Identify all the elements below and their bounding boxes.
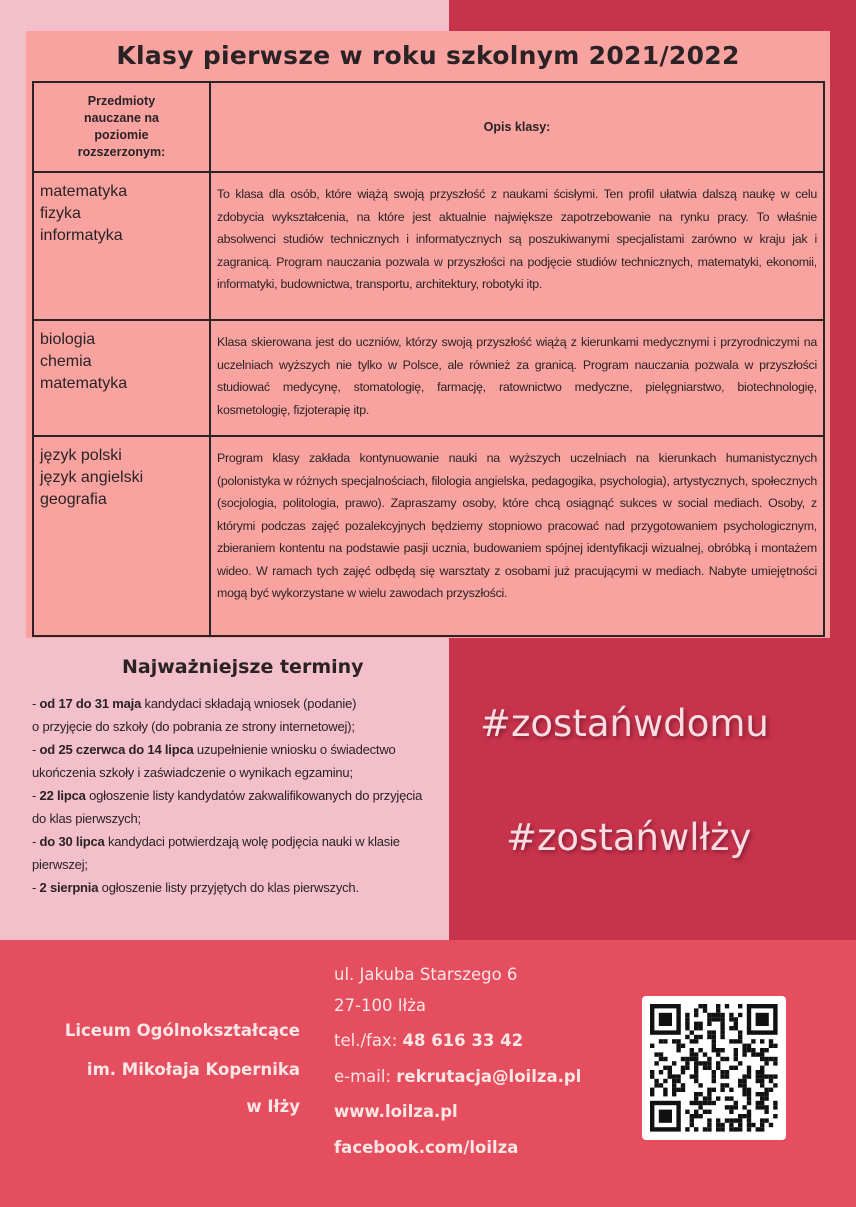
subjects-cell <box>33 320 210 436</box>
term-line: - od 17 do 31 maja kandydaci składają wniosek (podanie) <box>32 696 357 711</box>
table-header-row <box>33 82 824 172</box>
qr-code-icon[interactable] <box>642 996 786 1140</box>
subject: język angielski <box>40 469 144 486</box>
description-cell: To klasa dla osób, które wiążą swoją przyszłość z naukami ścisłymi. Ten profil ułatwia dalszą naukę w celu zdobycia wykształcenia, na które jest aktualnie największe zapotrzebowanie na rynku pracy. To właśnie absolwenci studiów technicznych i informatycznych są poszukiwanymi specjalistami zarówno w kraju jak i zagranicą. Program nauczania pozwala w przyszłości na podjęcie studiów technicznych, matematyki, ekonomii, informatyki, budownictwa, transportu, architektury, robotyki itp. <box>210 172 824 320</box>
subjects-column-header: Przedmioty nauczane na poziomie rozszerzonym: <box>33 82 210 172</box>
term-line: o przyjęcie do szkoły (do pobrania ze strony internetowej); <box>32 719 355 734</box>
subjects-cell <box>33 436 210 636</box>
classes-panel <box>26 31 830 638</box>
facebook-link[interactable]: facebook.com/loilza <box>334 1138 519 1157</box>
table-row <box>33 320 824 436</box>
term-line: - od 25 czerwca do 14 lipca uzupełnienie wniosku o świadectwo <box>32 742 396 757</box>
terms-title: Najważniejsze terminy <box>122 656 364 678</box>
classes-table <box>32 81 825 637</box>
subject: chemia <box>40 353 92 370</box>
subject: informatyka <box>40 227 123 244</box>
email-line: e-mail: rekrutacja@loilza.pl <box>334 1067 582 1086</box>
term-line: - 2 sierpnia ogłoszenie listy przyjętych do klas pierwszych. <box>32 880 359 895</box>
term-line: - 22 lipca ogłoszenie listy kandydatów zakwalifikowanych do przyjęcia <box>32 788 423 803</box>
term-line: - do 30 lipca kandydaci potwierdzają wolę podjęcia nauki w klasie <box>32 834 400 849</box>
subject: matematyka <box>40 183 128 200</box>
hashtag-stay-ilza: #zostańwlłży <box>506 816 752 859</box>
subject: biologia <box>40 331 96 348</box>
phone-number: 48 616 33 42 <box>402 1031 524 1050</box>
qr-code-graphic <box>642 996 786 1140</box>
school-name-line: im. Mikołaja Kopernika <box>86 1060 300 1079</box>
address-street: ul. Jakuba Starszego 6 <box>334 965 518 984</box>
subject: fizyka <box>40 205 81 222</box>
table-row <box>33 436 824 636</box>
page-title: Klasy pierwsze w roku szkolnym 2021/2022 <box>116 41 740 70</box>
term-line: do klas pierwszych; <box>32 811 141 826</box>
description-cell: Program klasy zakłada kontynuowanie nauki na wyższych uczelniach na kierunkach humanistycznych (polonistyka w różnych specjalnościach, filologia angielska, pedagogika, psychologia), artystycznych, społecznych (socjologia, politologia, prawo). Zapraszamy osoby, które chcą osiągnąć sukces w social mediach. Osoby, z którymi podczas zajęć pozalekcyjnych będziemy stopniowo pracować nad przygotowaniem psychologicznym, zbieraniem kontentu na podstawie pasji ucznia, budowaniem spójnej identyfikacji wizualnej, obróbką i montażem wideo. W ramach tych zajęć odbędą się warsztaty z osobami już pracującymi w mediach. Nabyte umiejętności mogą być wykorzystane w wielu zawodach przyszłości. <box>210 436 824 636</box>
subject: matematyka <box>40 375 128 392</box>
phone-line: tel./fax: 48 616 33 42 <box>334 1031 524 1050</box>
table-row <box>33 172 824 320</box>
term-line: ukończenia szkoły i zaświadczenie o wynikach egzaminu; <box>32 765 353 780</box>
school-name-line: Liceum Ogólnokształcące <box>64 1021 300 1040</box>
address-city: 27-100 Iłża <box>334 996 427 1015</box>
hashtag-stay-home: #zostańwdomu <box>480 702 769 745</box>
description-column-header: Opis klasy: <box>210 82 824 172</box>
terms-list <box>32 692 452 899</box>
term-line: pierwszej; <box>32 857 88 872</box>
school-name-line: w Iłży <box>246 1097 300 1116</box>
description-cell: Klasa skierowana jest do uczniów, którzy swoją przyszłość wiążą z kierunkami medycznymi i przyrodniczymi na uczelniach wyższych nie tylko w Polsce, ale również za granicą. Program nauczania pozwala w przyszłości studiować medycynę, stomatologię, farmację, ratownictwo medyczne, pielęgniarstwo, biotechnologię, kosmetologię, fizjoterapię itp. <box>210 320 824 436</box>
subject: język polski <box>40 447 122 464</box>
subject: geografia <box>40 491 107 508</box>
subjects-cell <box>33 172 210 320</box>
website-link[interactable]: www.loilza.pl <box>334 1102 458 1121</box>
email-link[interactable]: rekrutacja@loilza.pl <box>396 1067 582 1086</box>
